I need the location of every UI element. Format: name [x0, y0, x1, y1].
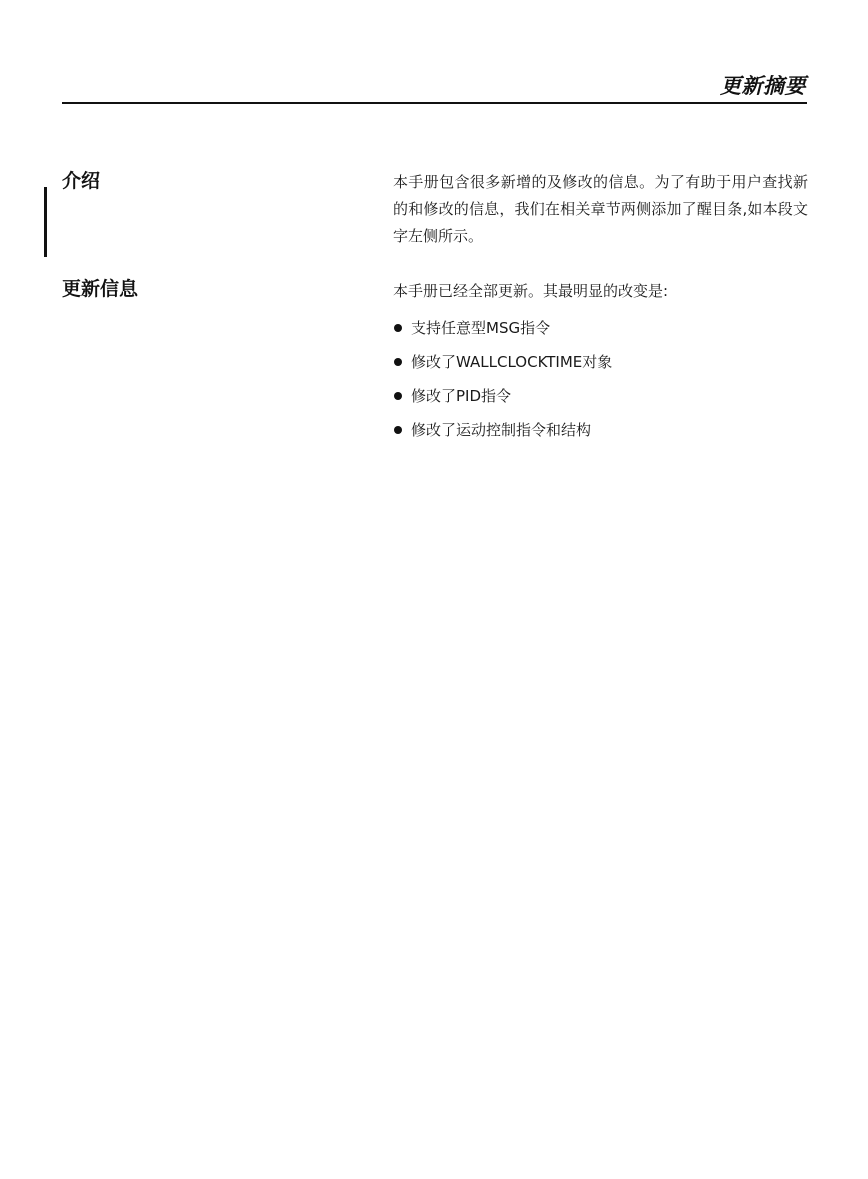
intro-paragraph: 本手册包含很多新增的及修改的信息。为了有助于用户查找新的和修改的信息，我们在相关章节两侧添加了醒目条,如本段文字左侧所示。	[393, 173, 808, 245]
bullet-icon	[394, 392, 402, 400]
section-heading-updates: 更新信息	[62, 278, 139, 300]
list-item	[393, 413, 808, 447]
list-item-text: 支持任意型MSG指令	[411, 319, 551, 337]
bullet-icon	[394, 324, 402, 332]
list-item	[393, 345, 808, 379]
updates-block	[393, 278, 808, 447]
list-item-text: 修改了运动控制指令和结构	[411, 421, 592, 439]
updates-list	[393, 311, 808, 447]
updates-intro: 本手册已经全部更新。其最明显的改变是:	[393, 282, 669, 300]
bullet-icon	[394, 426, 402, 434]
list-item-text: 修改了PID指令	[411, 387, 512, 405]
section-heading-intro: 介绍	[62, 170, 101, 192]
list-item	[393, 379, 808, 413]
header-rule	[62, 102, 807, 104]
bullet-icon	[394, 358, 402, 366]
list-item	[393, 311, 808, 345]
change-bar	[44, 187, 47, 257]
list-item-text: 修改了WALLCLOCKTIME对象	[411, 353, 613, 371]
page-title: 更新摘要	[720, 74, 806, 98]
